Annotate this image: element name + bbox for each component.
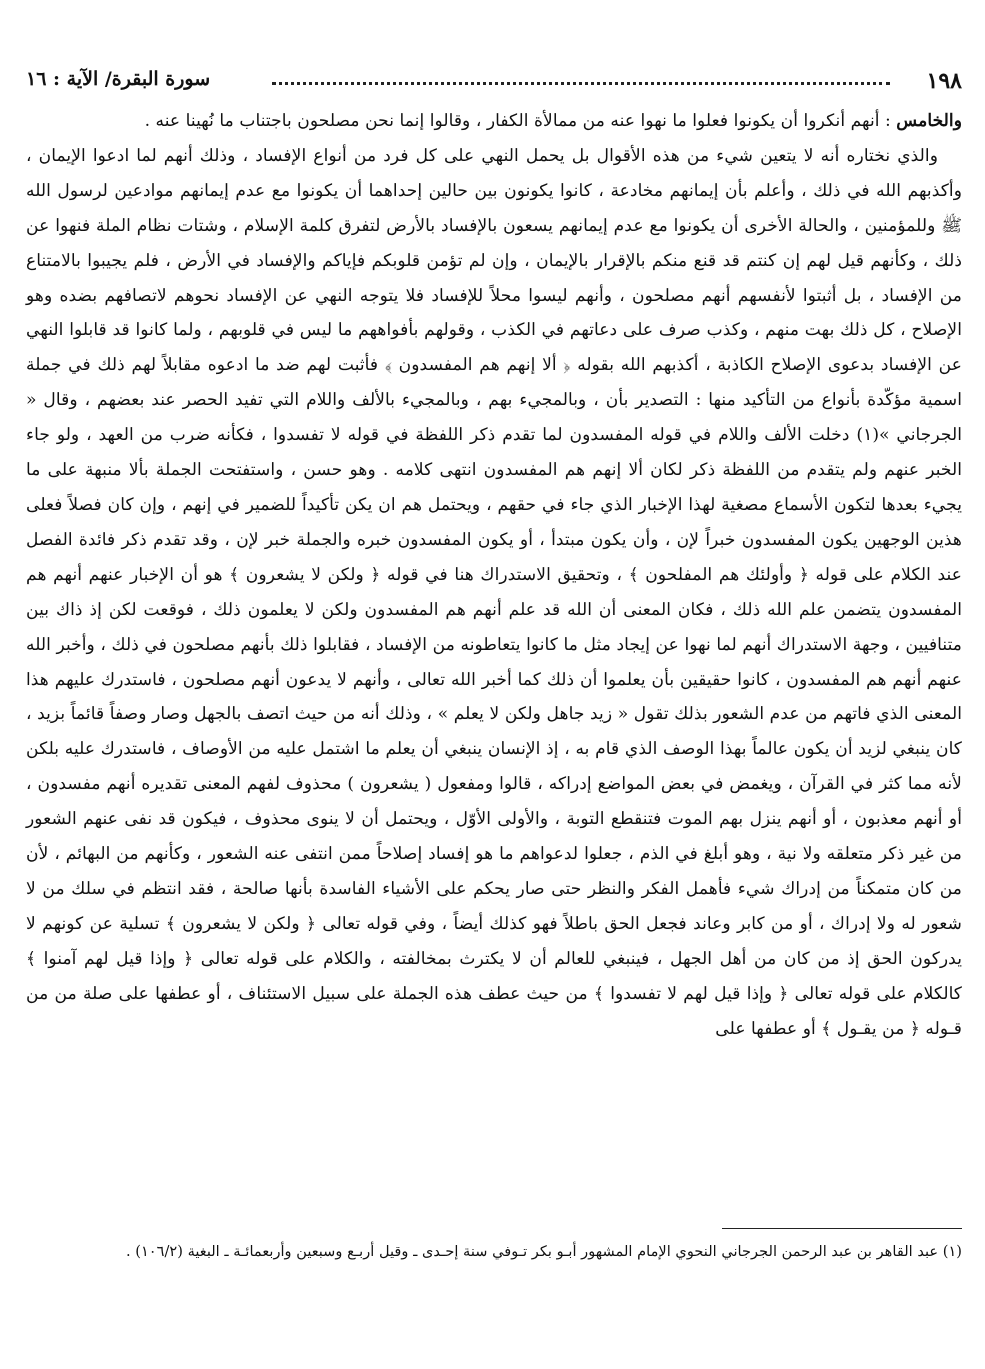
main-paragraph: والذي نختاره أنه لا يتعين شيء من هذه الأقوال بل يحمل النهي على كل فرد من أنواع الإفساد ، وذلك أنهم لما ادعوا الإيمان ، وأكذبهم الله في ذلك ، وأعلم بأن إيمانهم مخادعة ، كانوا يكونون بين حالين إحداهما أن يكونوا مع عدم إيمانهم موادعين لرسول الله ﷺ وللمؤمنين ، والحالة الأخرى أن يكونوا مع عدم إيمانهم يسعون بالإفساد بالأرض لتفرق كلمة الإسلام ، وشتات نظام الملة فنهوا عن ذلك ، وكأنهم قيل لهم إن كنتم قد قنع منكم بالإقرار بالإيمان ، وإن لم تؤمن قلوبكم فإياكم والإفساد في الأرض ، فلم يجيبوا بالامتناع من الإفساد ، بل أثبتوا لأنفسهم أنهم مصلحون ، وأنهم ليسوا محلاً للإفساد فلا يتوجه النهي عن الإفساد نحوهم لاتصافهم بضده وهو الإصلاح ، كل ذلك بهت منهم ، وكذب صرف على دعاتهم في الكذب ، وقولهم بأفواههم ما ليس في قلوبهم ، ولما كانوا قد قابلوا النهي عن الإفساد بدعوى الإصلاح الكاذبة ، أكذبهم الله بقوله ﴿ ألا إنهم هم المفسدون ﴾ فأثبت لهم ضد ما ادعوه مقابلاً لهم ذلك في جملة اسمية مؤكّدة بأنواع من التأكيد منها : التصدير بأن ، وبالمجيء بهم ، وبالمجيء بالألف واللام التي تفيد الحصر عند بعضهم ، وقال « الجرجاني »(١) دخلت الألف واللام في قوله المفسدون لما تقدم ذكر اللفظة في قوله لا تفسدوا ، فكأنه ضرب من العهد ، ولو جاء الخبر عنهم ولم يتقدم من اللفظة ذكر لكان ألا إنهم هم المفسدون انتهى كلامه . وهو حسن ، واستفتحت الجملة بألا منبهة على ما يجيء بعدها لتكون الأسماع مصغية لهذا الإخبار الذي جاء في حقهم ، ويحتمل هم ان يكن تأكيداً للضمير في إنهم ، وإن كان فصلاً فعلى هذين الوجهين يكون المفسدون خبراً لإن ، وأن يكون مبتدأ ، أو يكون المفسدون خبره والجملة خبر لإن ، وقد تقدم ذكر فائدة الفصل عند الكلام على قوله ﴿ وأولئك هم المفلحون ﴾ ، وتحقيق الاستدراك هنا في قوله ﴿ ولكن لا يشعرون ﴾ هو أن الإخبار عنهم أنهم هم المفسدون يتضمن علم الله ذلك ، فكان المعنى أن الله قد علم أنهم هم المفسدون ولكن لا يعلمون ذلك ، فوقعت لكن إذ ذاك بين متنافيين ، وجهة الاستدراك أنهم لما نهوا عن إيجاد مثل ما كانوا يتعاطونه من الإفساد ، فقابلوا ذلك بأنهم مصلحون في ذلك ، وأخبر الله عنهم أنهم هم المفسدون ، كانوا حقيقين بأن يعلموا أن ذلك كما أخبر الله تعالى ، وأنهم لا يدعون أنهم مصلحون ، فاستدرك عليهم هذا المعنى الذي فاتهم من عدم الشعور بذلك تقول « زيد جاهل ولكن لا يعلم » ، وذلك أنه من حيث اتصف بالجهل وصار وصفاً قائماً بزيد ، كان ينبغي لزيد أن يكون عالماً بهذا الوصف الذي قام به ، إذ الإنسان ينبغي أن يعلم ما اشتمل عليه من الأوصاف ، فاستدرك عليه بلكن لأنه مما كثر في القرآن ، ويغمض في بعض المواضع إدراكه ، قالوا ومفعول ( يشعرون ) محذوف لفهم المعنى تقديره أنهم مفسدون ، أو أنهم معذبون ، أو أنهم ينزل بهم الموت فتنقطع التوبة ، والأولى الأوّل ، ويحتمل أن لا ينوى محذوف ، فيكون قد نفى عنهم الشعور من غير ذكر متعلقه ولا نية ، وهو أبلغ في الذم ، جعلوا لدعواهم ما هو إفساد إصلاحاً ممن انتفى عنه الشعور ، وكأنهم من البهائم ، لأن من كان متمكناً من إدراك شيء فأهمل الفكر والنظر حتى صار يحكم على الأشياء الفاسدة بأنها صالحة ، فقد انتظم في سلك من لا شعور له ولا إدراك ، أو من كابر وعاند فجعل الحق باطلاً فهو كذلك أيضاً ، وفي قوله تعالى ﴿ ولكن لا يشعرون ﴾ تسلية عن كونهم لا يدركون الحق إذ من كان من أهل الجهل ، فينبغي للعالم أن لا يكترث بمخالفته ، والكلام على قوله تعالى ﴿ وإذا قيل لهم آمنوا ﴾ كالكلام على قوله تعالى ﴿ وإذا قيل لهم لا تفسدوا ﴾ من حيث عطف هذه الجملة على سبيل الاستئناف ، أو عطفها على صلة من من قـوله ﴿ من يقـول ﴾ أو عطفها على <box>26 145 962 1039</box>
page-header <box>26 62 962 100</box>
footnote-separator <box>722 1228 962 1229</box>
fifth-point-paragraph <box>26 104 962 139</box>
header-dotted-leader <box>272 82 890 85</box>
book-page <box>26 62 962 1352</box>
surah-title: سورة البقرة/ الآية : ١٦ <box>26 68 211 90</box>
fifth-point-text: : أنهم أنكروا أن يكونوا فعلوا ما نهوا عنه من ممالأة الكفار ، وقالوا إنما نحن مصلحون باجتناب ما نُهينا عنه . <box>144 111 897 131</box>
page-number: ١٩٨ <box>926 68 962 94</box>
body-text <box>26 104 962 1046</box>
footnote: (١) عبد القاهر بن عبد الرحمن الجرجاني النحوي الإمام المشهور أبـو بكر تـوفي سنة إحـدى ـ وقيل أربـع وسبعين وأربعمائـة ـ البغية (١٠٦/٢) . <box>125 1243 962 1260</box>
fifth-point-label: والخامس <box>896 111 962 131</box>
